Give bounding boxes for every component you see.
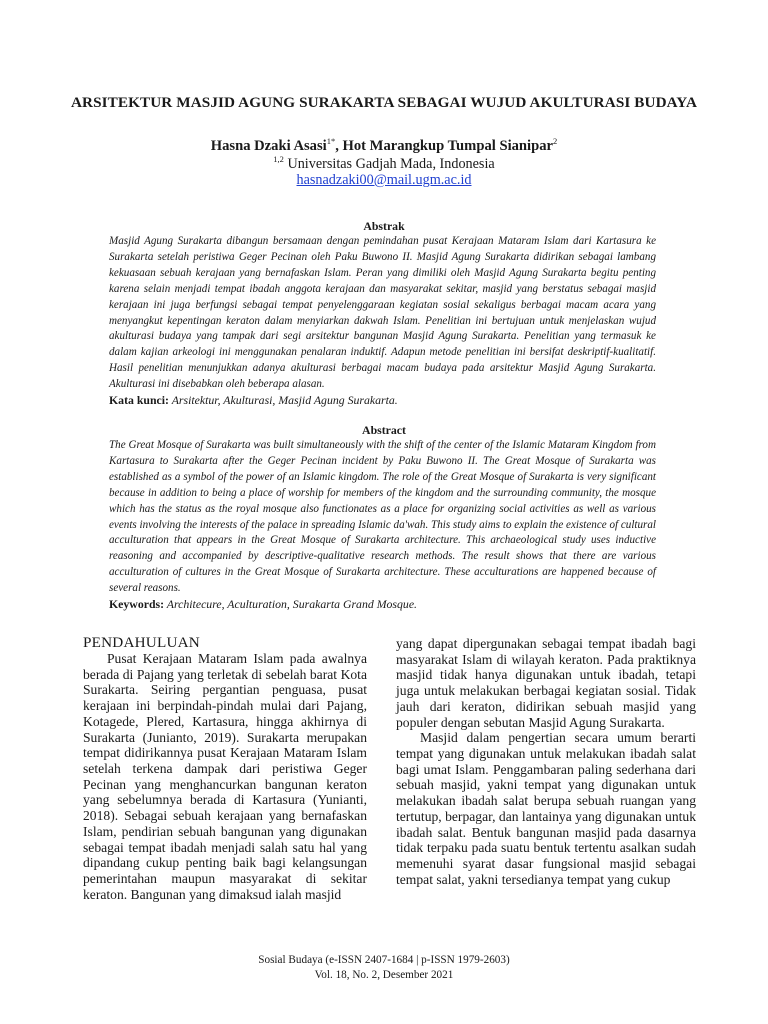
affiliation-text: Universitas Gadjah Mada, Indonesia xyxy=(283,156,495,172)
author-separator: , xyxy=(335,138,343,154)
affiliation-marker: 1,2 xyxy=(273,154,284,164)
author-2: Hot Marangkup Tumpal Sianipar xyxy=(342,138,553,154)
author-line xyxy=(0,136,768,155)
abstrak-heading: Abstrak xyxy=(363,219,405,233)
paper-title: ARSITEKTUR MASJID AGUNG SURAKARTA SEBAGAI WUJUD AKULTURASI BUDAYA xyxy=(70,94,698,111)
footer-volume: Vol. 18, No. 2, Desember 2021 xyxy=(314,969,454,981)
kata-kunci-values: Arsitektur, Akulturasi, Masjid Agung Surakarta. xyxy=(168,393,398,407)
right-column xyxy=(396,636,696,888)
keywords xyxy=(109,597,669,612)
kata-kunci-label: Kata kunci: xyxy=(109,393,169,407)
intro-paragraph-1-continued: yang dapat dipergunakan sebagai tempat ibadah bagi masyarakat Islam di wilayah keraton. Pada praktiknya masjid tidak hanya digunakan untuk ibadah, tetapi juga untuk melakukan berbagai kegiatan sosial. Tidak jauh dari keraton, didirikan sebuah masjid yang populer dengan sebutan Masjid Agung Surakarta. xyxy=(396,636,696,730)
left-column xyxy=(83,651,367,903)
keywords-values: Architecure, Aculturation, Surakarta Grand Mosque. xyxy=(164,597,417,611)
author-2-marker: 2 xyxy=(552,136,558,146)
author-1-marker: 1* xyxy=(326,136,336,146)
author-1: Hasna Dzaki Asasi xyxy=(210,138,327,154)
abstract-heading: Abstract xyxy=(362,423,406,437)
keywords-label: Keywords: xyxy=(109,597,165,611)
email-line xyxy=(0,172,768,189)
intro-paragraph-2: Masjid dalam pengertian secara umum berarti tempat yang digunakan untuk melakukan ibadah salat bagi umat Islam. Penggambaran paling sederhana dari sebuah masjid, yakni tempat yang digunakan untuk melakukan ibadah salat berupa sebuah ruangan yang tertutup, berpagar, dan lantainya yang digunakan untuk ibadah salat. Bentuk bangunan masjid pada dasarnya tidak terpaku pada suatu bentuk tertentu asalkan sudah memenuhi syarat dasar fungsional masjid sebagai tempat salat, yakni tersedianya tempat yang cukup xyxy=(396,730,696,887)
kata-kunci xyxy=(109,393,669,408)
email-link[interactable]: hasnadzaki00@mail.ugm.ac.id xyxy=(296,172,472,188)
abstrak-body: Masjid Agung Surakarta dibangun bersamaan dengan pemindahan pusat Kerajaan Mataram Islam dari Kartasura ke Surakarta setelah peristiwa Geger Pecinan oleh Paku Buwono II. Masjid Agung Surakarta didirikan sebagai lambang kekuasaan sebuah kerajaan yang bernafaskan Islam. Peran yang dimiliki oleh Masjid Agung Surakarta begitu penting karena selain menjadi tempat ibadah anggota kerajaan dan masyarakat sekitar, masjid yang berstatus sebagai masjid kerajaan ini juga berfungsi sebagai tempat penyelenggaraan kegiatan sosial sekaligus berbagai macam acara yang menyangkut kepentingan keraton dalam menyiarkan dakwah Islam. Penelitian ini bertujuan untuk menjelaskan wujud akulturasi budaya yang tampak dari segi arsitektur bangunan Masjid Agung Surakarta. Penelitian yang termasuk ke dalam kajian arkeologi ini menggunakan penalaran induktif. Adapun metode penelitian ini bersifat deskriptif-kualitatif. Hasil penelitian menunjukkan adanya akulturasi berbagai macam budaya pada arsitektur Masjid Agung Surakarta. Akulturasi ini disebabkan oleh beberapa alasan. xyxy=(109,235,656,391)
section-heading-pendahuluan: PENDAHULUAN xyxy=(83,634,200,651)
footer-journal: Sosial Budaya (e-ISSN 2407-1684 | p-ISSN 1979-2603) xyxy=(258,954,510,966)
affiliation xyxy=(0,154,768,173)
intro-paragraph-1: Pusat Kerajaan Mataram Islam pada awalnya berada di Pajang yang terletak di sebelah barat Kota Surakarta. Seiring pergantian penguasa, pusat kerajaan ini berpindah-pindah mulai dari Pajang, Kotagede, Plered, Kartasura, hingga akhirnya di Surakarta (Junianto, 2019). Surakarta merupakan tempat didirikannya pusat Kerajaan Mataram Islam setelah terkena dampak dari peristiwa Geger Pecinan yang menghancurkan bangunan keraton yang sebelumnya berada di Kartasura (Yunianti, 2018). Sebagai sebuah kerajaan yang bernafaskan Islam, pendirian sebuah bangunan yang digunakan sebagai tempat ibadah menjadi salah satu hal yang dipandang cukup penting baik bagi kelangsungan pemerintahan maupun masyarakat di sekitar keraton. Bangunan yang dimaksud ialah masjid xyxy=(83,651,367,902)
abstract-body: The Great Mosque of Surakarta was built simultaneously with the shift of the center of the Islamic Mataram Kingdom from Kartasura to Surakarta after the Geger Pecinan incident by Paku Buwono II. The Great Mosque of Surakarta was established as a symbol of the power of an Islamic kingdom. The role of the Great Mosque of Surakarta is very significant because in addition to being a place of worship for members of the kingdom and the surrounding community, the mosque which has the status as the royal mosque also functionates as a place for organizing social activities as well as various events involving the interests of the palace in spreading Islamic da'wah. This study aims to explain the existence of cultural acculturation that appears in the Great Mosque of Surakarta architecture. This archaeological study uses inductive reasoning and accompanied by descriptive-qualitative research methods. The result shows that there are various acculturation of cultures in the Great Mosque of Surakarta architecture. These acculturations are happened because of several reasons. xyxy=(109,439,656,595)
